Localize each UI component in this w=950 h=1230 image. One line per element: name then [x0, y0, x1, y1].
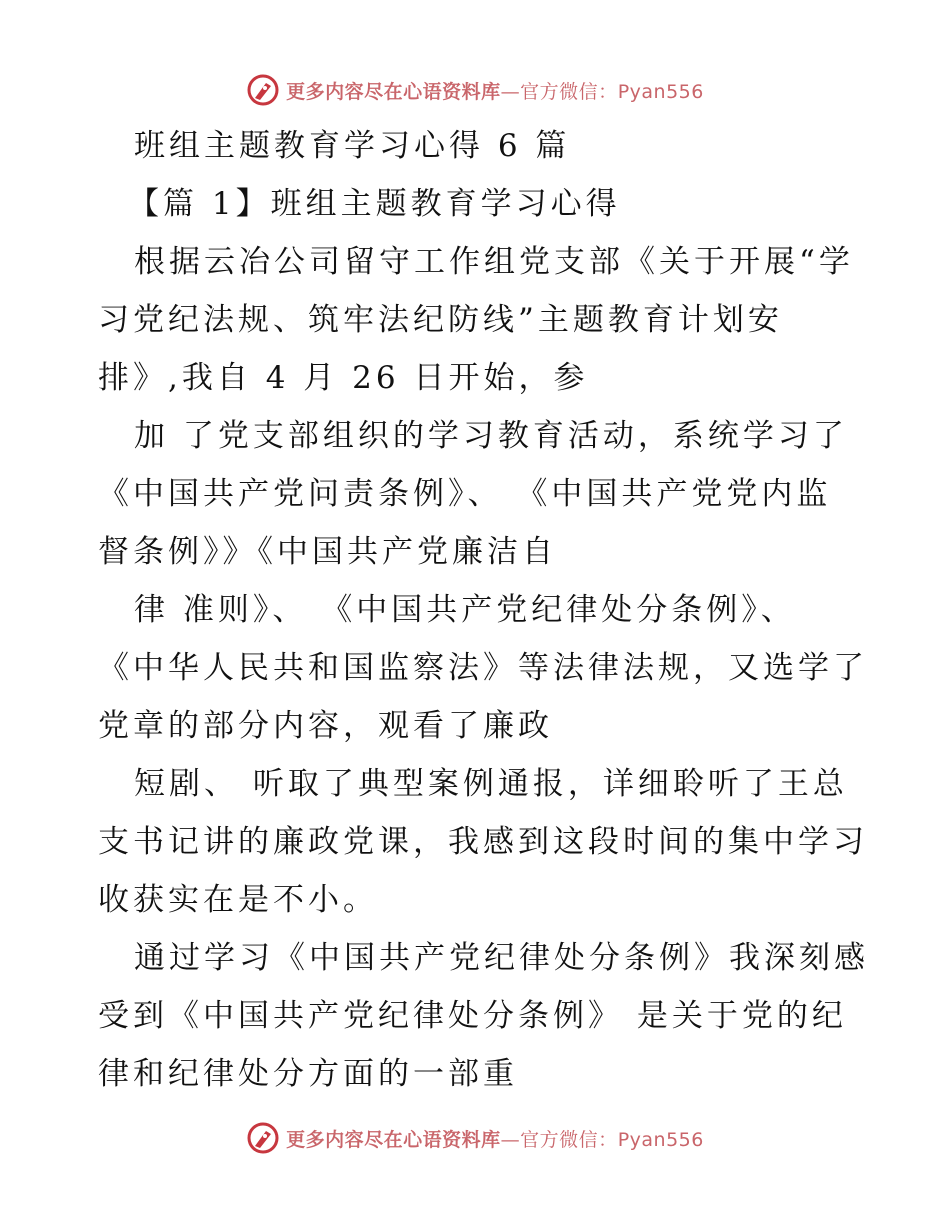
paragraph-line: 加 了党支部组织的学习教育活动，系统学习了 [134, 418, 848, 454]
pen-nib-logo-icon [246, 1121, 280, 1155]
banner-dash: — [500, 1128, 521, 1151]
paragraph-line: 受到《中国共产党纪律处分条例》 是关于党的纪 [98, 998, 847, 1034]
paragraph-line: 根据云冶公司留守工作组党支部《关于开展“学 [134, 244, 854, 280]
banner-wechat-label: 官方微信： [520, 1128, 618, 1151]
banner-site-name: 更多内容尽在心语资料库 [286, 80, 501, 103]
paragraph-line: 收获实在是不小。 [98, 882, 378, 918]
paragraph-line: 支书记讲的廉政党课，我感到这段时间的集中学习 [98, 824, 868, 860]
paragraph-line: 短剧、 听取了典型案例通报，详细聆听了王总 [134, 766, 848, 802]
header-banner [0, 70, 950, 110]
document-title: 班组主题教育学习心得 6 篇 [134, 128, 571, 164]
banner-wechat-id: Pyan556 [617, 1128, 704, 1151]
paragraph-line: 《中国共产党问责条例》、 《中国共产党党内监 [98, 476, 832, 512]
banner-text [286, 1125, 704, 1152]
paragraph-line: 党章的部分内容，观看了廉政 [98, 708, 553, 744]
banner-wechat-id: Pyan556 [617, 80, 704, 103]
section-heading: 【篇 1】班组主题教育学习心得 [128, 186, 621, 222]
footer-banner [0, 1118, 950, 1158]
paragraph-line: 律 准则》、 《中国共产党纪律处分条例》、 [134, 592, 796, 628]
banner-site-name: 更多内容尽在心语资料库 [286, 1128, 501, 1151]
paragraph-line: 排》,我自 4 月 26 日开始，参 [98, 360, 589, 396]
banner-text [286, 77, 704, 104]
pen-nib-logo-icon [246, 73, 280, 107]
paragraph-line: 《中华人民共和国监察法》等法律法规，又选学了 [98, 650, 868, 686]
paragraph-line: 律和纪律处分方面的一部重 [98, 1056, 518, 1092]
paragraph-line: 通过学习《中国共产党纪律处分条例》我深刻感 [134, 940, 869, 976]
paragraph-line: 习党纪法规、筑牢法纪防线”主题教育计划安 [98, 302, 783, 338]
banner-wechat-label: 官方微信： [520, 80, 618, 103]
banner-dash: — [500, 80, 521, 103]
paragraph-line: 督条例》》《中国共产党廉洁自 [98, 534, 557, 570]
